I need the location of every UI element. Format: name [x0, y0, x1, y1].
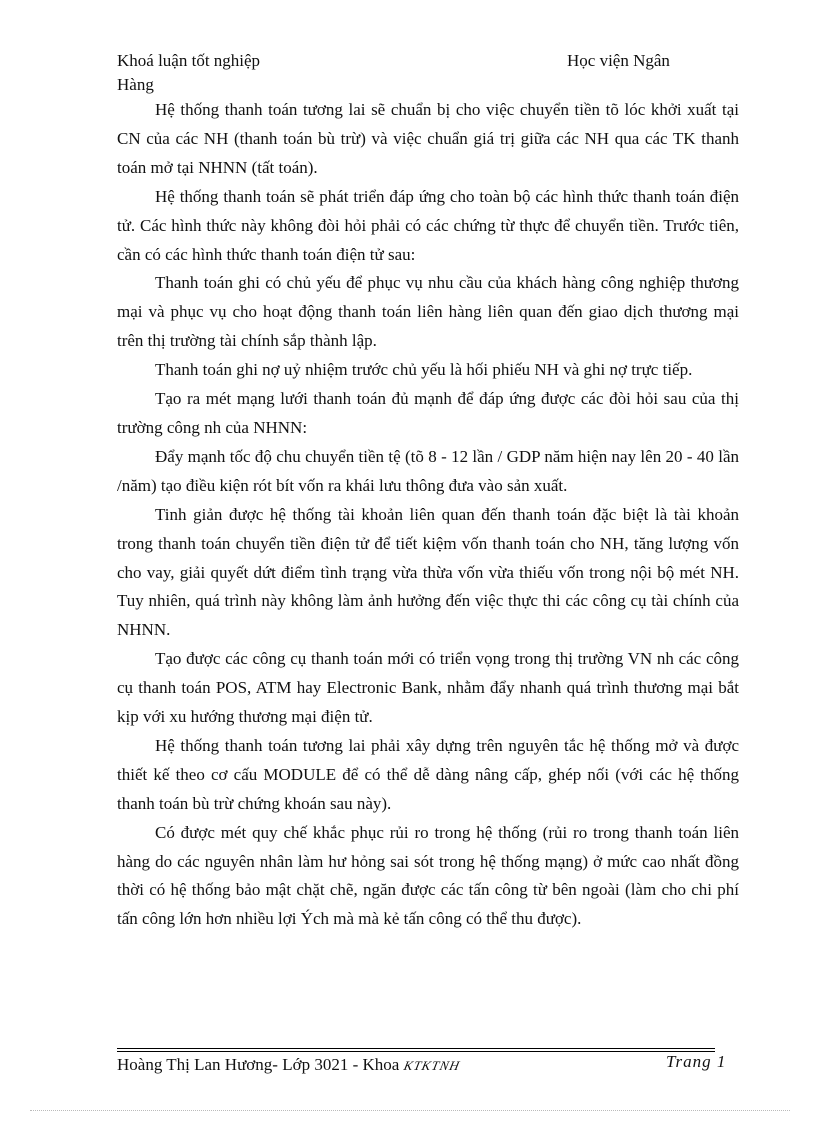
footer-rule — [117, 1048, 715, 1049]
page-number: Trang 1 — [666, 1052, 727, 1071]
paragraph: Hệ thống thanh toán sẽ phát triển đáp ứng cho toàn bộ các hình thức thanh toán điện tử. Các hình thức này không đòi hỏi phải có các chứng từ thực để chuyển tiền. Trước tiên, cần có các hình thức thanh toán điện tử sau: — [117, 186, 739, 264]
paragraph: Hệ thống thanh toán tương lai sẽ chuẩn bị cho việc chuyển tiền tõ lóc khởi xuất tại CN của các NH (thanh toán bù trừ) và việc chuẩn giá trị giữa các NH qua các TK thanh toán mở tại NHNN (tất toán). — [117, 100, 739, 177]
paragraph: Đẩy mạnh tốc độ chu chuyển tiền tệ (tõ 8 - 12 lần / GDP năm hiện nay lên 20 - 40 lần /năm) tạo điều kiện rót bít vốn ra khái lưu thông đưa vào sản xuất. — [117, 446, 739, 495]
footer-department-abbr: KTKTNH — [402, 1058, 462, 1073]
paragraph: Hệ thống thanh toán tương lai phải xây dựng trên nguyên tắc hệ thống mở và được thiết kế theo cơ cấu MODULE để có thể dễ dàng nâng cấp, ghép nối (với các hệ thống thanh toán bù trừ chứng khoán sau này). — [117, 735, 739, 813]
paragraph: Thanh toán ghi có chủ yếu để phục vụ nhu cầu của khách hàng công nghiệp thương mại và phục vụ cho hoạt động thanh toán liên hàng liên quan đến giao dịch thương mại trên thị trường tài chính sắp thành lập. — [117, 273, 739, 351]
header-institution: Học viện Ngân — [567, 51, 670, 70]
paragraph: Tạo ra mét mạng lưới thanh toán đủ mạnh để đáp ứng được các đòi hỏi sau của thị trường công nh của NHNN: — [117, 389, 739, 437]
paragraph: Tinh giản được hệ thống tài khoản liên quan đến thanh toán đặc biệt là tài khoản trong thanh toán chuyển tiền điện tử để tiết kiệm vốn thanh toán cho NH, tăng lượng vốn cho vay, giải quyết dứt điểm tình trạng vừa thừa vốn vừa thiếu vốn trong nội bộ mét NH. Tuy nhiên, quá trình này không làm ảnh hưởng đến việc thực thi các công cụ tài chính của NHNN. — [117, 504, 739, 640]
footer-author — [117, 1054, 462, 1077]
paragraph: Có được mét quy chế khắc phục rủi ro trong hệ thống (rủi ro trong thanh toán liên hàng do các nguyên nhân làm hư hỏng sai sót trong hệ thống mạng) ở mức cao nhất đồng thời có hệ thống bảo mật chặt chẽ, ngăn được các tấn công từ bên ngoài (làm cho chi phí tấn công lớn hơn nhiều lợi Ých mà mà kẻ tấn công có thể thu được). — [117, 822, 739, 929]
footer-author-text: Hoàng Thị Lan Hương- Lớp 3021 - Khoa — [117, 1055, 400, 1074]
page-bottom-divider — [30, 1110, 790, 1111]
paragraph: Thanh toán ghi nợ uỷ nhiệm trước chủ yếu là hối phiếu NH và ghi nợ trực tiếp. — [155, 360, 693, 380]
footer-rule — [117, 1051, 715, 1052]
paragraph: Tạo được các công cụ thanh toán mới có triển vọng trong thị trường VN nh các công cụ thanh toán POS, ATM hay Electronic Bank, nhằm đẩy nhanh quá trình thương mại bắt kịp với xu hướng thương mại điện tử. — [117, 649, 739, 727]
header-title-continuation: Hàng — [117, 75, 154, 94]
document-body — [117, 96, 739, 934]
header-title: Khoá luận tốt nghiệp — [117, 51, 261, 70]
